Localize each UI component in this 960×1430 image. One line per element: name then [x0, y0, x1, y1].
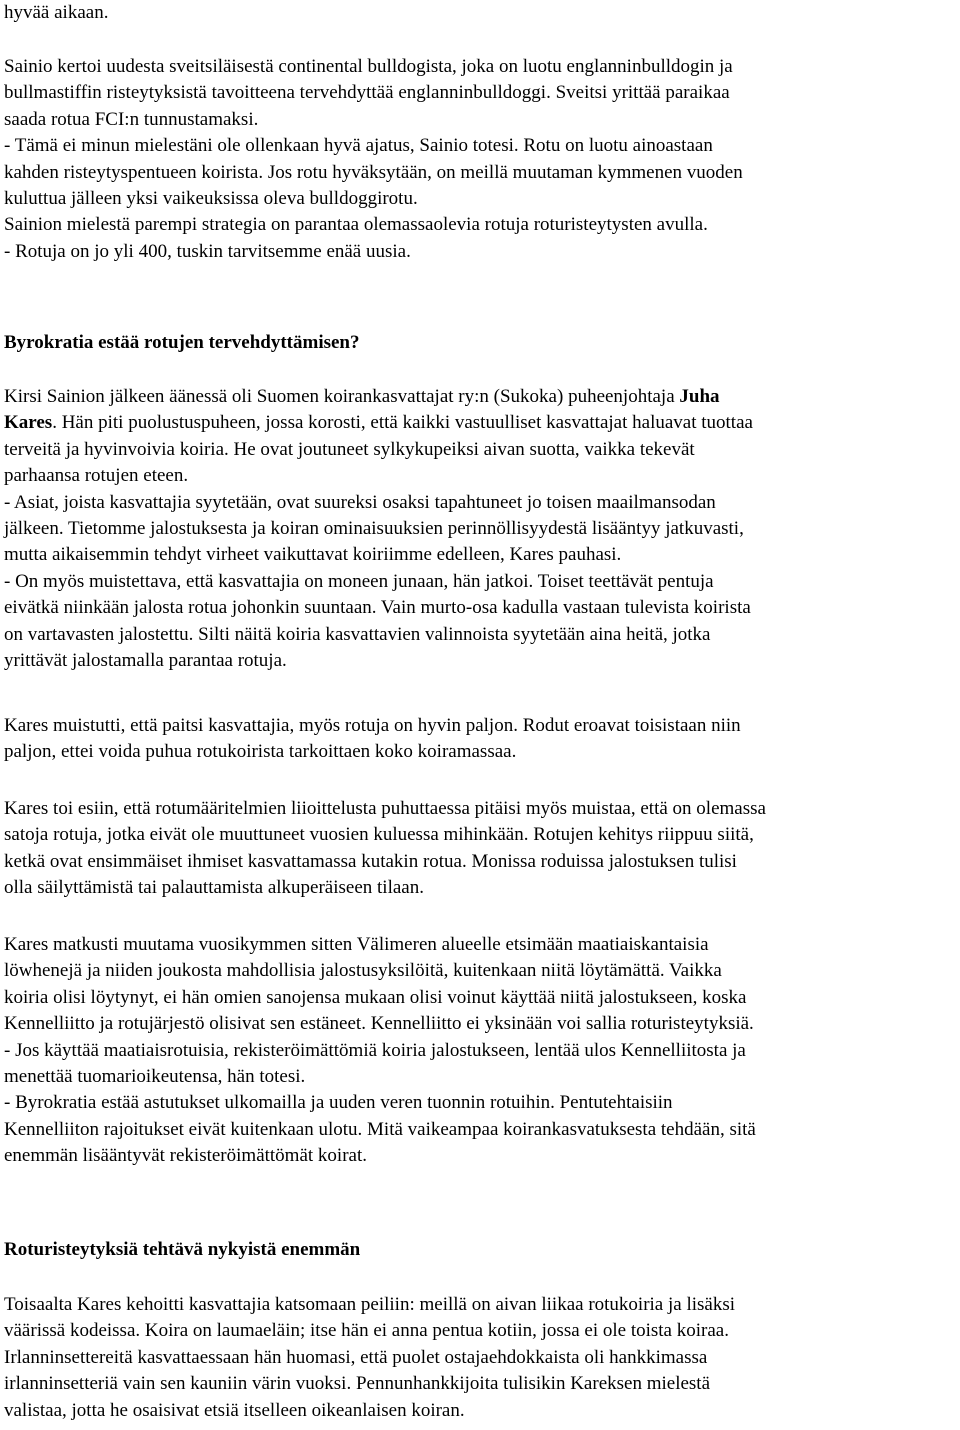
text-line: hyvää aikaan.: [4, 2, 109, 23]
text-line: Kennelliitto ja rotujärjestö olisivat sen estäneet. Kennelliitto ei yksinään voi sallia roturisteytyksiä.: [4, 1013, 754, 1035]
person-name-bold: Kares: [4, 412, 53, 434]
text-line: satoja rotuja, jotka eivät ole muuttuneet vuosien kuluessa mihinkään. Rotujen kehitys riippuu siitä,: [4, 824, 754, 846]
text-line: - On myös muistettava, että kasvattajia on moneen junaan, hän jatkoi. Toiset teettävät pentuja: [4, 570, 714, 592]
text-line: paljon, ettei voida puhua rotukoirista tarkoittaen koko koiramassaa.: [4, 741, 517, 763]
text-line: kahden risteytyspentueen koirista. Jos rotu hyväksytään, on meillä muutaman kymmenen vuoden: [4, 161, 743, 183]
paragraph-mirror: [4, 1292, 735, 1424]
text-line: Kares muistutti, että paitsi kasvattajia, myös rotuja on hyvin paljon. Rodut eroavat toisistaan niin: [4, 715, 741, 736]
text-line: menettää tuomarioikeutensa, hän totesi.: [4, 1065, 306, 1087]
text-line: saada rotua FCI:n tunnustamaksi.: [4, 108, 259, 130]
paragraph-kares-speech: [4, 384, 753, 674]
text-line: jälkeen. Tietomme jalostuksesta ja koiran ominaisuuksien perinnöllisyydestä lisääntyy jatkuvasti,: [4, 517, 744, 539]
paragraph-breeds: [4, 713, 741, 766]
text-line: Kares matkusti muutama vuosikymmen sitten Välimeren alueelle etsimään maatiaiskantaisia: [4, 934, 709, 955]
text-line: yrittävät jalostamalla parantaa rotuja.: [4, 649, 287, 671]
text-line: enemmän lisääntyvät rekisteröimättömät koirat.: [4, 1145, 367, 1167]
text-line: väärissä kodeissa. Koira on laumaeläin; itse hän ei anna pentua kotiin, jossa ei ole toista koiraa.: [4, 1320, 729, 1342]
text-line: [4, 410, 753, 436]
text-line: Kares toi esiin, että rotumääritelmien liioittelusta puhuttaessa pitäisi myös muistaa, että on olemassa: [4, 798, 766, 819]
text-line: kuluttua jälleen yksi vaikeuksissa oleva bulldoggirotu.: [4, 187, 418, 209]
section-heading: Byrokratia estää rotujen tervehdyttämisen?: [4, 332, 360, 353]
text-line: Sainio kertoi uudesta sveitsiläisestä continental bulldogista, joka on luotu englanninbulldogin ja: [4, 56, 733, 77]
text-line: - Jos käyttää maatiaisrotuisia, rekisteröimättömiä koiria jalostukseen, lentää ulos Kennelliitosta ja: [4, 1039, 746, 1061]
text-segment: . Hän piti puolustuspuheen, jossa korosti, että kaikki vastuulliset kasvattajat haluavat tuottaa: [52, 412, 753, 434]
text-segment: Kirsi Sainion jälkeen äänessä oli Suomen koirankasvattajat ry:n (Sukoka) puheenjohtaja: [4, 386, 680, 407]
text-line: terveitä ja hyvinvoivia koiria. He ovat joutuneet sylkykupeiksi aivan suotta, vaikka tekevät: [4, 438, 695, 460]
text-line: - Tämä ei minun mielestäni ole ollenkaan hyvä ajatus, Sainio totesi. Rotu on luotu ainoastaan: [4, 135, 713, 157]
text-line: - Asiat, joista kasvattajia syytetään, ovat suureksi osaksi tapahtuneet jo toisen maailmansodan: [4, 491, 716, 513]
section-heading: Roturisteytyksiä tehtävä nykyistä enemmän: [4, 1239, 361, 1260]
text-line: bullmastiffin risteytyksistä tavoitteena tervehdyttää englanninbulldoggi. Sveitsi yrittää paraikaa: [4, 82, 730, 104]
text-line: mutta aikaisemmin tehdyt virheet vaikuttavat koiriimme edelleen, Kares pauhasi.: [4, 544, 622, 566]
text-line: Kennelliiton rajoitukset eivät kuitenkaan ulotu. Mitä vaikeampaa koirankasvatuksesta tehdään, sitä: [4, 1118, 756, 1140]
text-line: löwhenejä ja niiden joukosta mahdollisia jalostusyksilöitä, kuitenkaan niitä löytämättä. Vaikka: [4, 960, 722, 982]
text-line: ketkä ovat ensimmäiset ihmiset kasvattamassa kutakin rotua. Monissa roduissa jalostuksen tulisi: [4, 850, 737, 872]
paragraph-intro: [4, 0, 108, 26]
paragraph-mediterranean-trip: [4, 932, 756, 1170]
text-line: parhaansa rotujen eteen.: [4, 465, 189, 487]
text-line: - Byrokratia estää astutukset ulkomailla ja uuden veren tuonnin rotuihin. Pentutehtaisiin: [4, 1092, 673, 1114]
text-line: [4, 384, 753, 410]
text-line: olla säilyttämistä tai palauttamista alkuperäiseen tilaan.: [4, 877, 424, 899]
paragraph-continental-bulldog: [4, 54, 743, 265]
text-line: Sainion mielestä parempi strategia on parantaa olemassaolevia rotuja roturisteytysten avulla.: [4, 214, 708, 236]
person-name-bold: Juha: [679, 386, 720, 407]
text-line: Toisaalta Kares kehoitti kasvattajia katsomaan peiliin: meillä on aivan liikaa rotukoiria ja lisäksi: [4, 1294, 736, 1315]
text-line: koiria olisi löytynyt, ei hän omien sanojensa mukaan olisi voinut käyttää niitä jalostukseen, koska: [4, 986, 747, 1008]
text-line: - Rotuja on jo yli 400, tuskin tarvitsemme enää uusia.: [4, 240, 411, 262]
text-line: irlanninsetteriä vain sen kauniin värin vuoksi. Pennunhankkijoita tulisikin Kareksen mielestä: [4, 1373, 711, 1395]
text-line: Irlanninsettereitä kasvattaessaan hän huomasi, että puolet ostajaehdokkaista oli hankkimassa: [4, 1346, 708, 1368]
text-line: on vartavasten jalostettu. Silti näitä koiria kasvattavien valinnoista syytetään aina heitä, jotka: [4, 623, 711, 645]
text-line: valistaa, jotta he osaisivat etsiä itselleen oikeanlaisen koiran.: [4, 1399, 465, 1421]
text-line: eivätkä niinkään jalosta rotua johonkin suuntaan. Vain murto-osa kadulla vastaan tulevista koirista: [4, 597, 751, 619]
paragraph-breed-standards: [4, 796, 766, 902]
